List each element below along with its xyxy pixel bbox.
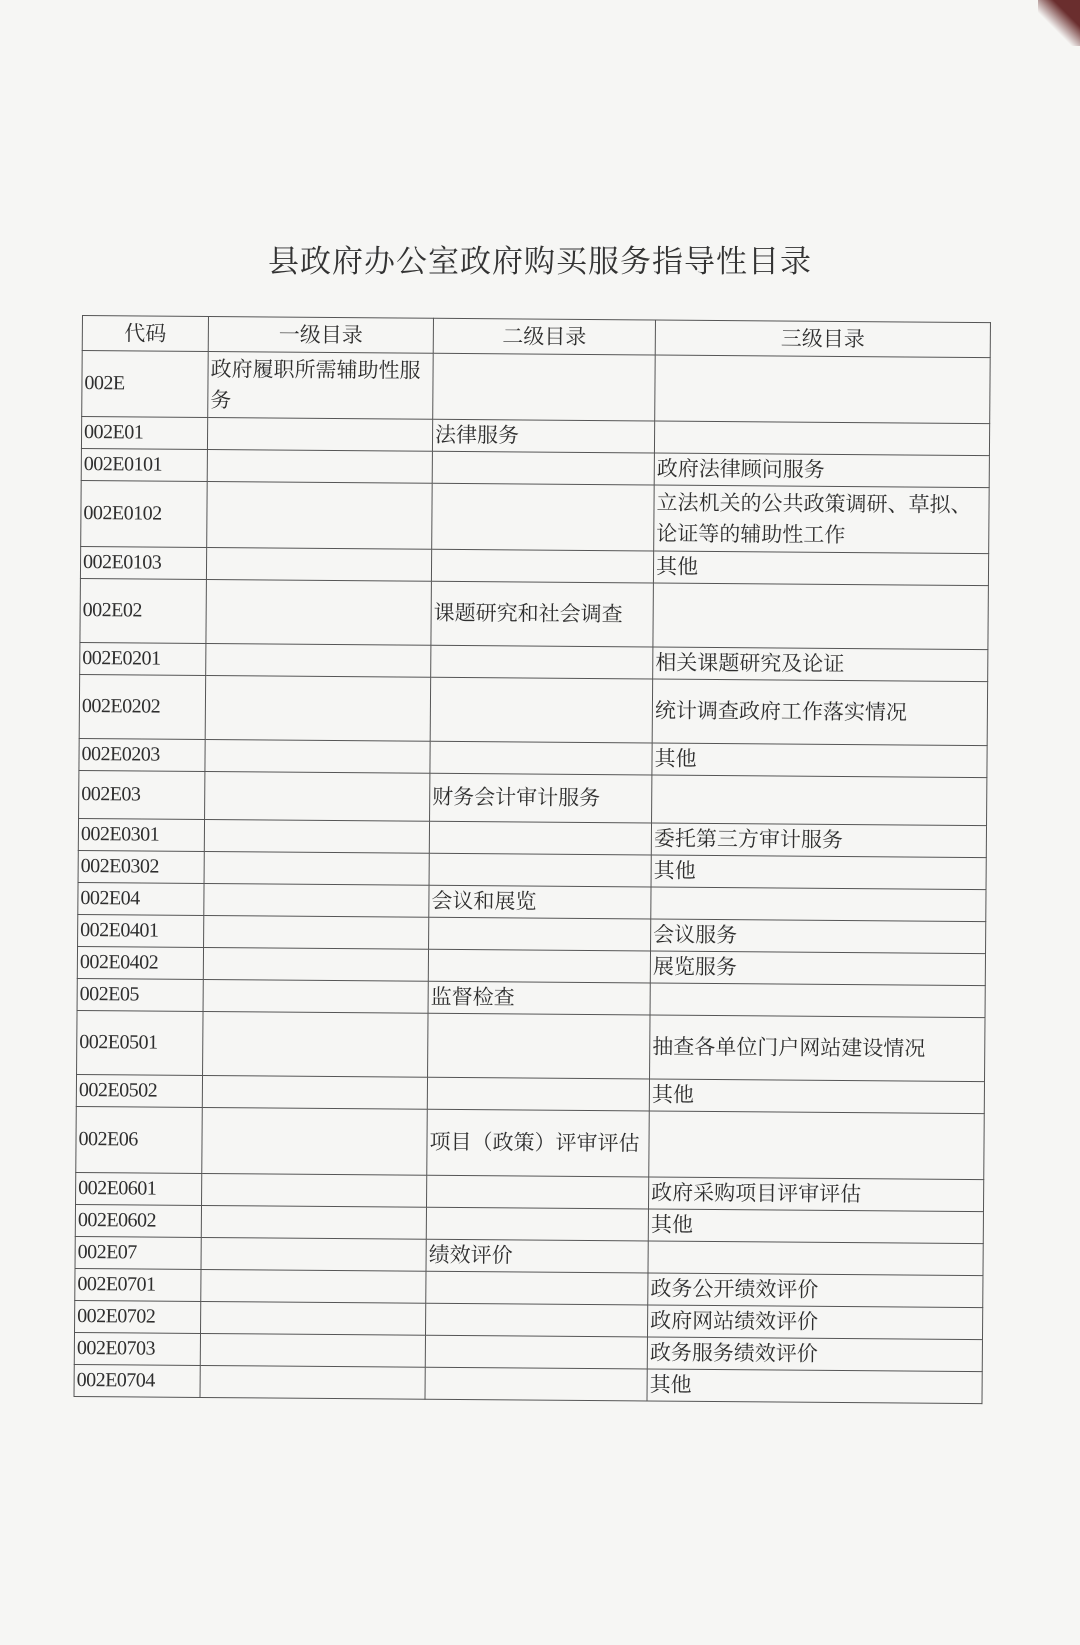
code-cell: 002E0201 bbox=[80, 642, 206, 675]
level1-cell bbox=[207, 481, 433, 549]
code-cell: 002E0101 bbox=[81, 448, 207, 481]
level3-cell: 相关课题研究及论证 bbox=[653, 647, 988, 682]
level3-cell: 政府法律顾问服务 bbox=[654, 453, 989, 488]
level1-cell bbox=[202, 1075, 427, 1109]
table-row bbox=[76, 1106, 984, 1179]
header-level3: 三级目录 bbox=[655, 320, 990, 358]
level3-cell bbox=[650, 983, 985, 1018]
level2-cell: 法律服务 bbox=[432, 419, 654, 453]
level2-cell bbox=[430, 741, 652, 775]
code-cell: 002E0401 bbox=[78, 914, 204, 947]
level3-cell bbox=[651, 887, 986, 922]
code-cell: 002E0501 bbox=[77, 1010, 203, 1075]
level3-cell bbox=[653, 583, 988, 650]
level3-cell: 抽查各单位门户网站建设情况 bbox=[650, 1015, 985, 1082]
level1-cell bbox=[205, 771, 430, 821]
level2-cell bbox=[426, 1207, 648, 1241]
level2-cell bbox=[428, 949, 650, 983]
level3-cell: 政府网站绩效评价 bbox=[647, 1305, 982, 1340]
table-row bbox=[82, 351, 990, 424]
level1-cell bbox=[207, 449, 432, 483]
level2-cell: 项目（政策）评审评估 bbox=[427, 1109, 650, 1177]
level2-cell bbox=[428, 1013, 650, 1079]
level1-cell bbox=[201, 1269, 426, 1303]
table-row bbox=[74, 1364, 982, 1403]
table-row bbox=[79, 770, 987, 825]
code-cell: 002E0704 bbox=[74, 1364, 200, 1397]
code-cell: 002E03 bbox=[79, 770, 205, 819]
code-cell: 002E0502 bbox=[76, 1074, 202, 1107]
level3-cell: 其他 bbox=[648, 1209, 983, 1244]
code-cell: 002E0701 bbox=[75, 1268, 201, 1301]
level3-cell: 其他 bbox=[653, 551, 988, 586]
level1-cell bbox=[203, 947, 428, 981]
level3-cell: 统计调查政府工作落实情况 bbox=[652, 679, 987, 746]
level3-cell: 展览服务 bbox=[650, 951, 985, 986]
level1-cell bbox=[204, 819, 429, 853]
code-cell: 002E0102 bbox=[81, 480, 208, 547]
table-row bbox=[77, 1010, 985, 1081]
level3-cell: 政务服务绩效评价 bbox=[647, 1337, 982, 1372]
code-cell: 002E0703 bbox=[74, 1332, 200, 1365]
level2-cell: 监督检查 bbox=[428, 981, 650, 1015]
table-row bbox=[79, 674, 987, 745]
level3-cell bbox=[652, 775, 987, 826]
level3-cell: 政务公开绩效评价 bbox=[648, 1273, 983, 1308]
code-cell: 002E0103 bbox=[80, 546, 206, 579]
level1-cell bbox=[205, 739, 430, 773]
level2-cell bbox=[425, 1303, 647, 1337]
level1-cell bbox=[206, 579, 431, 645]
level3-cell: 政府采购项目评审评估 bbox=[648, 1177, 983, 1212]
page-corner-shadow bbox=[1038, 0, 1080, 46]
level1-cell bbox=[207, 417, 432, 451]
level2-cell bbox=[427, 1077, 649, 1111]
catalog-table bbox=[74, 315, 991, 1404]
code-cell: 002E06 bbox=[76, 1106, 203, 1173]
level2-cell bbox=[429, 821, 651, 855]
code-cell: 002E04 bbox=[78, 882, 204, 915]
code-cell: 002E0203 bbox=[79, 738, 205, 771]
code-cell: 002E0702 bbox=[75, 1300, 201, 1333]
level3-cell: 委托第三方审计服务 bbox=[651, 823, 986, 858]
level3-cell: 其他 bbox=[647, 1369, 982, 1404]
level1-cell bbox=[203, 1011, 428, 1077]
level1-cell bbox=[203, 979, 428, 1013]
level3-cell bbox=[648, 1241, 983, 1276]
code-cell: 002E07 bbox=[75, 1236, 201, 1269]
level1-cell bbox=[202, 1173, 427, 1207]
code-cell: 002E01 bbox=[81, 417, 207, 450]
level3-cell bbox=[655, 355, 991, 424]
document-title: 县政府办公室政府购买服务指导性目录 bbox=[268, 244, 812, 280]
level3-cell: 会议服务 bbox=[651, 919, 986, 954]
level3-cell: 其他 bbox=[652, 743, 987, 778]
level3-cell bbox=[654, 421, 989, 456]
level3-cell: 立法机关的公共政策调研、草拟、论证等的辅助性工作 bbox=[654, 485, 990, 554]
code-cell: 002E bbox=[82, 351, 209, 418]
level2-cell bbox=[429, 917, 651, 951]
level2-cell: 会议和展览 bbox=[429, 885, 651, 919]
catalog-body bbox=[74, 351, 990, 1404]
code-cell: 002E0301 bbox=[78, 818, 204, 851]
level1-cell bbox=[200, 1333, 425, 1367]
level1-cell bbox=[206, 547, 431, 581]
level1-cell bbox=[204, 851, 429, 885]
level1-cell bbox=[201, 1301, 426, 1335]
level2-cell bbox=[433, 353, 656, 421]
level2-cell bbox=[425, 1367, 647, 1401]
code-cell: 002E05 bbox=[77, 978, 203, 1011]
level2-cell bbox=[432, 483, 655, 551]
table-row bbox=[80, 578, 988, 649]
level2-cell bbox=[430, 677, 652, 743]
level1-cell bbox=[200, 1365, 425, 1399]
level1-cell bbox=[202, 1107, 428, 1175]
level2-cell bbox=[429, 853, 651, 887]
level2-cell bbox=[426, 1271, 648, 1305]
code-cell: 002E0202 bbox=[79, 674, 205, 739]
level1-cell bbox=[205, 675, 430, 741]
level1-cell bbox=[204, 915, 429, 949]
table-row bbox=[81, 480, 989, 553]
level3-cell: 其他 bbox=[649, 1079, 984, 1114]
level2-cell bbox=[431, 549, 653, 583]
level2-cell: 课题研究和社会调查 bbox=[431, 581, 653, 647]
level2-cell: 绩效评价 bbox=[426, 1239, 648, 1273]
level1-cell bbox=[201, 1205, 426, 1239]
code-cell: 002E0602 bbox=[75, 1204, 201, 1237]
header-level2: 二级目录 bbox=[433, 318, 655, 355]
header-code: 代码 bbox=[82, 316, 208, 352]
level1-cell: 政府履职所需辅助性服务 bbox=[208, 351, 434, 419]
code-cell: 002E0302 bbox=[78, 850, 204, 883]
level2-cell bbox=[431, 645, 653, 679]
level2-cell: 财务会计审计服务 bbox=[430, 773, 652, 823]
header-level1: 一级目录 bbox=[208, 316, 433, 353]
level2-cell bbox=[427, 1175, 649, 1209]
level1-cell bbox=[201, 1237, 426, 1271]
level1-cell bbox=[204, 883, 429, 917]
code-cell: 002E02 bbox=[80, 578, 206, 643]
level3-cell bbox=[649, 1111, 985, 1180]
level2-cell bbox=[432, 451, 654, 485]
code-cell: 002E0402 bbox=[77, 946, 203, 979]
level2-cell bbox=[425, 1335, 647, 1369]
code-cell: 002E0601 bbox=[76, 1172, 202, 1205]
level1-cell bbox=[206, 643, 431, 677]
level3-cell: 其他 bbox=[651, 855, 986, 890]
